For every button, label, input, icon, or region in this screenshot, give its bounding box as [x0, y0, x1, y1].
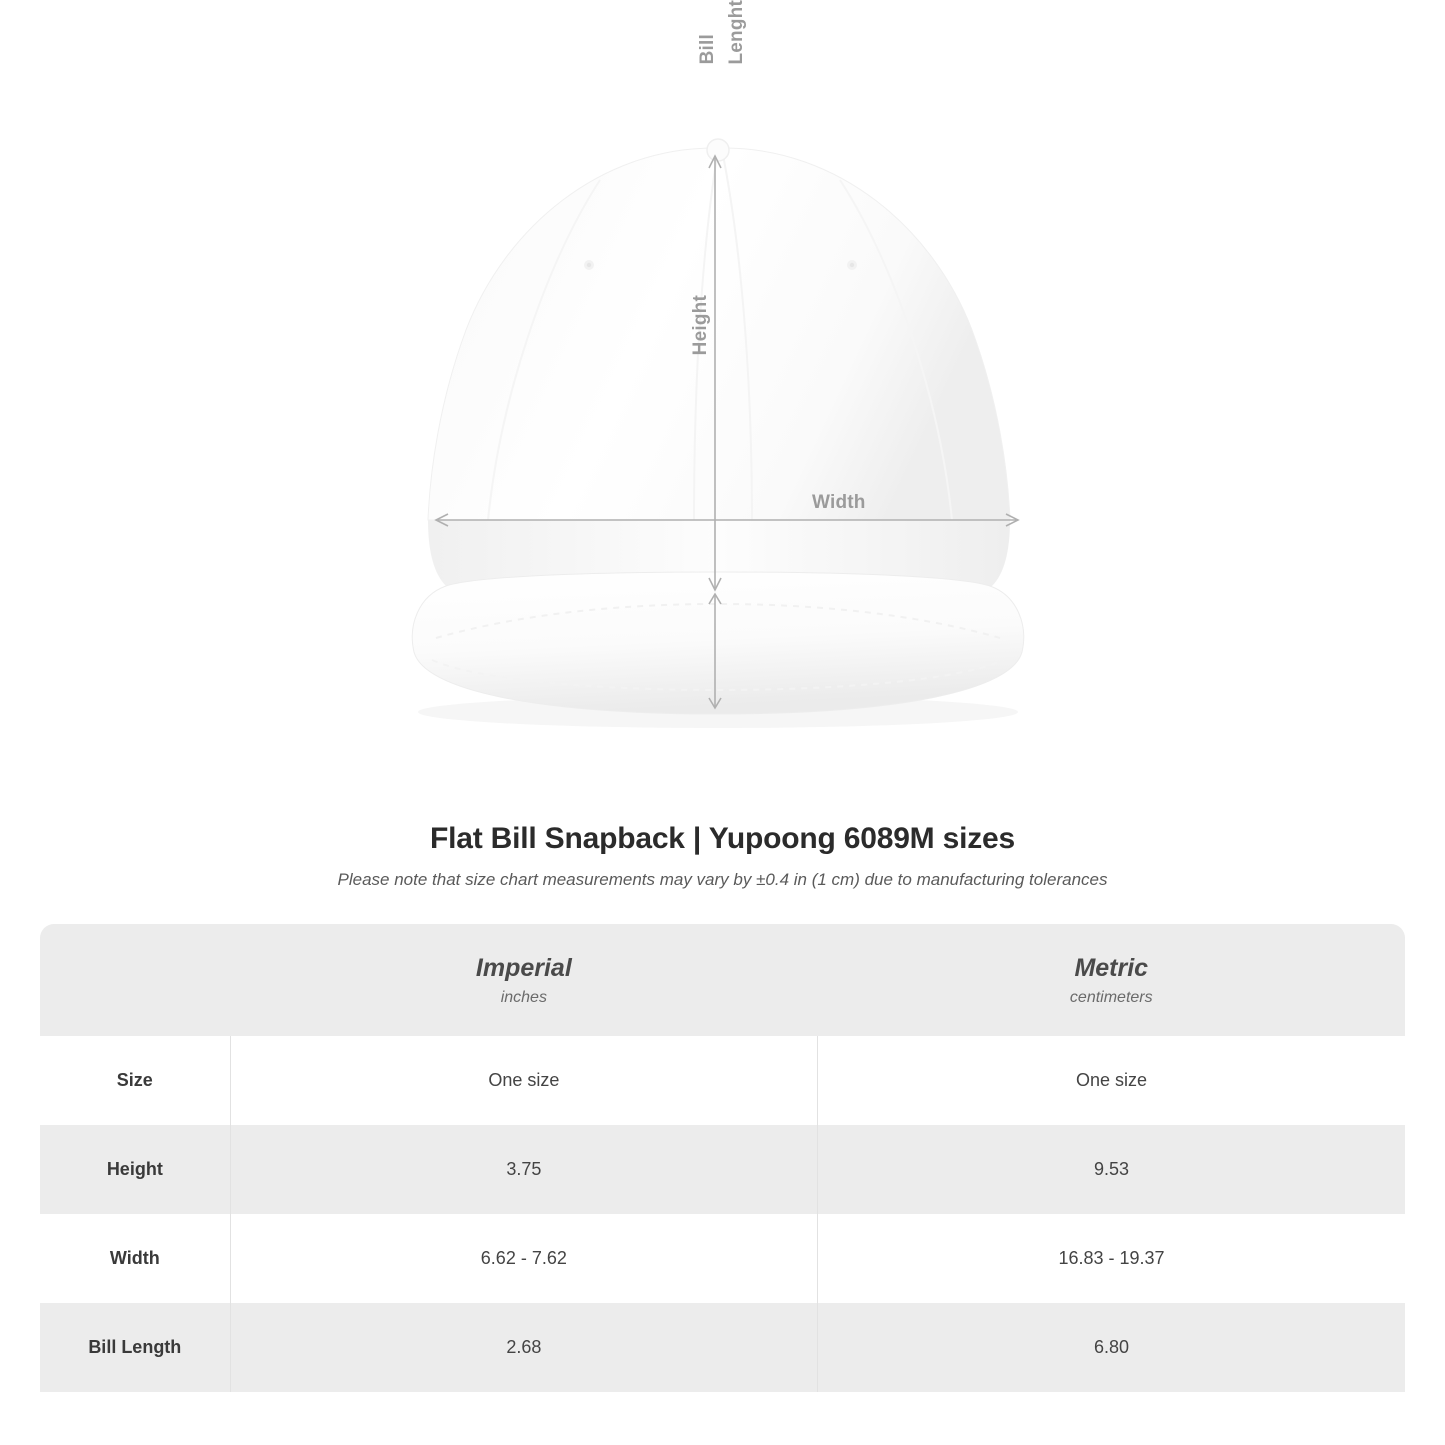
- cell-width-metric: 16.83 - 19.37: [818, 1214, 1405, 1303]
- table-row: [40, 1214, 1405, 1303]
- row-label-size: Size: [40, 1036, 230, 1125]
- dimension-label-height: Height: [690, 295, 711, 356]
- table-header-blank: [40, 924, 230, 1036]
- title-block: [0, 822, 1445, 890]
- table-header-metric: [818, 924, 1405, 1036]
- table-header-row: [40, 924, 1405, 1036]
- dimension-label-bill-line1: Bill: [697, 34, 719, 65]
- row-label-bill-length: Bill Length: [40, 1303, 230, 1392]
- row-label-height: Height: [40, 1125, 230, 1214]
- header-imperial-label: Imperial: [475, 953, 572, 982]
- tolerance-note: Please note that size chart measurements may vary by ±0.4 in (1 cm) due to manufacturing tolerances: [337, 870, 1108, 889]
- table-row: [40, 1303, 1405, 1392]
- cell-height-metric: 9.53: [818, 1125, 1405, 1214]
- page-title: Flat Bill Snapback | Yupoong 6089M sizes: [429, 822, 1015, 855]
- cell-height-imperial: 3.75: [230, 1125, 817, 1214]
- header-metric-label: Metric: [1074, 953, 1149, 982]
- size-chart-table-wrapper: [40, 924, 1405, 1392]
- dimension-label-width: Width: [812, 492, 866, 513]
- dimension-label-bill-line2: Lenght: [725, 0, 747, 65]
- row-label-width: Width: [40, 1214, 230, 1303]
- cell-width-imperial: 6.62 - 7.62: [230, 1214, 817, 1303]
- size-chart-table: [40, 924, 1405, 1392]
- table-header-imperial: [230, 924, 817, 1036]
- cell-size-metric: One size: [818, 1036, 1405, 1125]
- cell-size-imperial: One size: [230, 1036, 817, 1125]
- header-imperial-unit: inches: [500, 988, 547, 1006]
- table-row: [40, 1036, 1405, 1125]
- cell-bill-length-imperial: 2.68: [230, 1303, 817, 1392]
- cell-bill-length-metric: 6.80: [818, 1303, 1405, 1392]
- header-metric-unit: centimeters: [1069, 988, 1153, 1006]
- table-row: [40, 1125, 1405, 1214]
